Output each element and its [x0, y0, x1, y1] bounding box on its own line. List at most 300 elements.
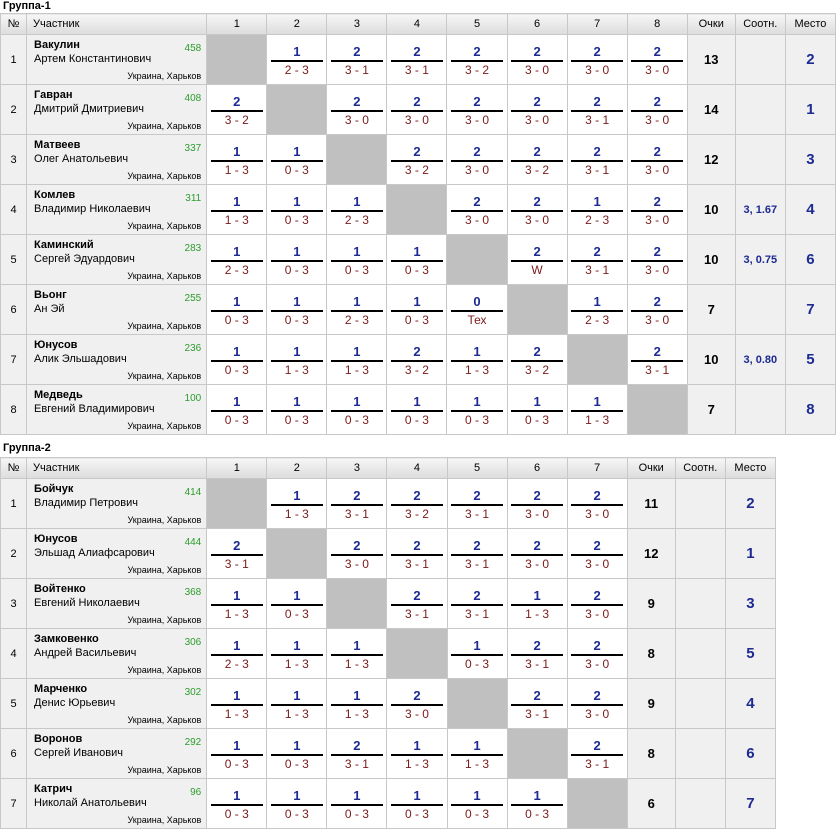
- match-score: 0 - 3: [284, 412, 309, 427]
- player-full-name: Николай Анатольевич: [34, 797, 147, 809]
- match-points: 1: [271, 141, 323, 162]
- match-cell: [567, 729, 627, 779]
- match-cell: [507, 629, 567, 679]
- table-row: [1, 729, 776, 779]
- match-result: [331, 635, 383, 673]
- self-cell: [567, 779, 627, 829]
- match-result: [451, 785, 503, 823]
- self-cell: [567, 335, 627, 385]
- match-result: [211, 241, 263, 279]
- header-opponent-col: 1: [207, 14, 267, 35]
- header-ratio: Соотн.: [675, 458, 725, 479]
- final-place: 6: [785, 235, 835, 285]
- match-result: [571, 585, 623, 623]
- player-name-link[interactable]: Воронов: [34, 733, 83, 745]
- match-cell: [267, 135, 327, 185]
- self-cell: [207, 35, 267, 85]
- match-points: 1: [211, 735, 263, 756]
- player-rating: 306: [184, 637, 202, 648]
- match-result: [331, 91, 383, 129]
- match-cell: [207, 385, 267, 435]
- player-rating: 302: [184, 687, 202, 698]
- match-cell: [207, 579, 267, 629]
- match-score: 3 - 1: [525, 706, 550, 721]
- player-name-link[interactable]: Матвеев: [34, 139, 81, 151]
- match-cell: [447, 385, 507, 435]
- table-row: [1, 85, 836, 135]
- player-location: Украина, Харьков: [127, 765, 202, 775]
- match-points: 2: [631, 291, 683, 312]
- match-cell: [387, 479, 447, 529]
- match-points: 1: [571, 291, 623, 312]
- match-cell: [507, 85, 567, 135]
- player-location: Украина, Харьков: [127, 421, 202, 431]
- match-cell: [387, 235, 447, 285]
- player-rating: 414: [184, 487, 202, 498]
- match-score: 2 - 3: [344, 312, 369, 327]
- player-full-name: Эльшад Алиафсарович: [34, 547, 155, 559]
- match-points: 1: [511, 785, 563, 806]
- table-row: [1, 629, 776, 679]
- final-place: 2: [785, 35, 835, 85]
- match-score: 3 - 0: [404, 112, 429, 127]
- match-cell: [447, 135, 507, 185]
- match-score: 3 - 0: [585, 506, 610, 521]
- match-score: 0 - 3: [224, 756, 249, 771]
- player-rating: 236: [184, 343, 202, 354]
- match-result: [271, 291, 323, 329]
- match-score: 1 - 3: [585, 412, 610, 427]
- match-result: [271, 41, 323, 79]
- match-cell: [447, 85, 507, 135]
- row-number: 1: [1, 479, 27, 529]
- match-result: [391, 291, 443, 329]
- match-result: [271, 341, 323, 379]
- match-result: [211, 141, 263, 179]
- match-result: [571, 635, 623, 673]
- player-rating: 368: [184, 587, 202, 598]
- match-cell: [207, 85, 267, 135]
- match-score: 3 - 1: [344, 756, 369, 771]
- match-result: [511, 685, 563, 723]
- match-result: [331, 535, 383, 573]
- player-location: Украина, Харьков: [127, 615, 202, 625]
- match-score: 0 - 3: [404, 806, 429, 821]
- match-result: [451, 635, 503, 673]
- match-points: 2: [631, 91, 683, 112]
- match-points: 1: [271, 635, 323, 656]
- match-cell: [387, 35, 447, 85]
- total-points: 10: [687, 185, 735, 235]
- match-points: 2: [391, 485, 443, 506]
- match-result: [271, 241, 323, 279]
- match-points: 2: [391, 535, 443, 556]
- final-place: 3: [725, 579, 775, 629]
- match-points: 1: [211, 341, 263, 362]
- match-cell: [267, 185, 327, 235]
- match-result: [631, 141, 683, 179]
- match-cell: [387, 85, 447, 135]
- tie-ratio: [735, 135, 785, 185]
- match-cell: [267, 35, 327, 85]
- match-points: 1: [391, 735, 443, 756]
- match-points: 2: [511, 191, 563, 212]
- player-name-link[interactable]: Юнусов: [34, 339, 78, 351]
- match-score: 3 - 0: [645, 262, 670, 277]
- match-result: [391, 735, 443, 773]
- player-name-link[interactable]: Гавран: [34, 89, 73, 101]
- table-row: [1, 185, 836, 235]
- match-cell: [327, 529, 387, 579]
- match-result: [331, 41, 383, 79]
- match-points: 2: [511, 141, 563, 162]
- match-score: 3 - 0: [585, 606, 610, 621]
- match-cell: [207, 335, 267, 385]
- match-cell: [267, 385, 327, 435]
- match-score: 0 - 3: [284, 262, 309, 277]
- match-points: 1: [271, 41, 323, 62]
- group-title: Группа-1: [3, 0, 51, 12]
- match-score: 0 - 3: [284, 806, 309, 821]
- player-name-link[interactable]: Вьонг: [34, 289, 67, 301]
- match-result: [211, 735, 263, 773]
- final-place: 1: [725, 529, 775, 579]
- match-cell: [507, 235, 567, 285]
- match-cell: [507, 529, 567, 579]
- self-cell: [207, 479, 267, 529]
- tie-ratio: [735, 385, 785, 435]
- match-points: 2: [631, 41, 683, 62]
- player-full-name: Дмитрий Дмитриевич: [34, 103, 144, 115]
- final-place: 8: [785, 385, 835, 435]
- match-result: [511, 341, 563, 379]
- match-points: 1: [571, 191, 623, 212]
- player-full-name: Владимир Петрович: [34, 497, 138, 509]
- player-name-link[interactable]: Комлев: [34, 189, 76, 201]
- match-cell: [567, 629, 627, 679]
- match-result: [271, 191, 323, 229]
- match-points: 2: [571, 141, 623, 162]
- row-number: 7: [1, 779, 27, 829]
- match-points: 1: [331, 785, 383, 806]
- match-cell: [627, 85, 687, 135]
- match-score: 3 - 0: [645, 212, 670, 227]
- match-score: 1 - 3: [284, 506, 309, 521]
- match-points: 2: [211, 535, 263, 556]
- match-points: 2: [631, 241, 683, 262]
- match-cell: [387, 335, 447, 385]
- player-name-link[interactable]: Войтенко: [34, 583, 86, 595]
- table-row: [1, 285, 836, 335]
- match-result: [331, 341, 383, 379]
- match-cell: [327, 285, 387, 335]
- match-score: 3 - 1: [465, 556, 490, 571]
- match-score: 3 - 0: [585, 706, 610, 721]
- player-cell: [27, 679, 207, 729]
- player-name-link[interactable]: Замковенко: [34, 633, 99, 645]
- match-score: 3 - 2: [464, 62, 489, 77]
- tie-ratio: 3, 1.67: [735, 185, 785, 235]
- match-result: [571, 41, 623, 79]
- match-result: [511, 485, 563, 523]
- match-score: 1 - 3: [525, 606, 550, 621]
- row-number: 5: [1, 679, 27, 729]
- player-rating: 255: [184, 293, 202, 304]
- match-score: 3 - 0: [525, 556, 550, 571]
- player-name-link[interactable]: Медведь: [34, 389, 83, 401]
- match-result: [631, 291, 683, 329]
- match-cell: [387, 385, 447, 435]
- header-points: Очки: [627, 458, 675, 479]
- match-score: 1 - 3: [224, 606, 249, 621]
- match-result: [391, 535, 443, 573]
- match-result: [511, 91, 563, 129]
- header-ratio: Соотн.: [735, 14, 785, 35]
- player-name-link[interactable]: Бойчук: [34, 483, 74, 495]
- match-cell: [507, 385, 567, 435]
- match-cell: [267, 285, 327, 335]
- header-opponent-col: 6: [507, 458, 567, 479]
- player-name-link[interactable]: Марченко: [34, 683, 88, 695]
- final-place: 4: [785, 185, 835, 235]
- match-result: [391, 685, 443, 723]
- player-full-name: Владимир Николаевич: [34, 203, 151, 215]
- match-points: 1: [271, 391, 323, 412]
- match-result: [451, 41, 503, 79]
- match-score: 3 - 1: [645, 362, 670, 377]
- match-cell: [627, 185, 687, 235]
- match-result: [271, 141, 323, 179]
- total-points: 8: [627, 729, 675, 779]
- match-points: 1: [331, 191, 383, 212]
- match-result: [271, 585, 323, 623]
- total-points: 9: [627, 679, 675, 729]
- match-result: [571, 291, 623, 329]
- match-score: 2 - 3: [585, 312, 610, 327]
- match-cell: [567, 285, 627, 335]
- match-score: 0 - 3: [224, 412, 249, 427]
- match-score: 0 - 3: [284, 162, 309, 177]
- match-result: [391, 585, 443, 623]
- match-result: [511, 535, 563, 573]
- match-score: 0 - 3: [465, 806, 490, 821]
- player-name-link[interactable]: Юнусов: [34, 533, 78, 545]
- player-rating: 96: [190, 787, 202, 798]
- match-score: 3 - 2: [404, 162, 429, 177]
- match-result: [271, 785, 323, 823]
- match-cell: [267, 579, 327, 629]
- match-score: Тех: [467, 312, 487, 327]
- match-result: [211, 391, 263, 429]
- match-score: 3 - 1: [525, 656, 550, 671]
- match-score: 1 - 3: [224, 162, 249, 177]
- match-points: 1: [211, 291, 263, 312]
- match-cell: [207, 679, 267, 729]
- match-cell: [447, 629, 507, 679]
- match-result: [451, 585, 503, 623]
- match-result: [331, 735, 383, 773]
- header-opponent-col: 1: [207, 458, 267, 479]
- match-points: 2: [331, 535, 383, 556]
- self-cell: [267, 85, 327, 135]
- match-score: 0 - 3: [525, 412, 550, 427]
- match-score: 0 - 3: [284, 312, 309, 327]
- match-result: [211, 191, 263, 229]
- match-points: 1: [331, 241, 383, 262]
- player-cell: [27, 629, 207, 679]
- match-result: [631, 241, 683, 279]
- player-name-link[interactable]: Вакулин: [34, 39, 80, 51]
- match-score: 3 - 1: [344, 62, 369, 77]
- match-cell: [327, 729, 387, 779]
- match-cell: [627, 285, 687, 335]
- match-score: 1 - 3: [344, 656, 369, 671]
- match-points: 1: [391, 391, 443, 412]
- match-cell: [207, 135, 267, 185]
- match-result: [211, 535, 263, 573]
- match-cell: [567, 529, 627, 579]
- tie-ratio: 3, 0.75: [735, 235, 785, 285]
- match-points: 2: [451, 141, 503, 162]
- match-score: 3 - 0: [645, 62, 670, 77]
- player-rating: 292: [184, 737, 202, 748]
- match-score: 1 - 3: [344, 362, 369, 377]
- header-participant: Участник: [27, 14, 207, 35]
- match-result: [451, 191, 503, 229]
- match-result: [451, 735, 503, 773]
- header-participant: Участник: [27, 458, 207, 479]
- match-cell: [387, 679, 447, 729]
- match-score: 0 - 3: [464, 412, 489, 427]
- match-points: 1: [211, 241, 263, 262]
- match-score: 3 - 1: [585, 112, 610, 127]
- match-result: [571, 535, 623, 573]
- match-cell: [627, 135, 687, 185]
- match-score: 0 - 3: [224, 806, 249, 821]
- row-number: 1: [1, 35, 27, 85]
- match-score: 0 - 3: [224, 362, 249, 377]
- match-cell: [447, 479, 507, 529]
- header-opponent-col: 3: [327, 14, 387, 35]
- player-rating: 283: [184, 243, 202, 254]
- player-cell: [27, 385, 207, 435]
- player-location: Украина, Харьков: [127, 171, 202, 181]
- match-score: 3 - 1: [585, 162, 610, 177]
- match-cell: [507, 135, 567, 185]
- match-result: [571, 391, 623, 429]
- match-score: 0 - 3: [284, 756, 309, 771]
- table-row: [1, 679, 776, 729]
- player-cell: [27, 135, 207, 185]
- match-cell: [567, 185, 627, 235]
- match-points: 2: [571, 485, 623, 506]
- match-cell: [327, 35, 387, 85]
- row-number: 3: [1, 135, 27, 185]
- match-points: 1: [211, 141, 263, 162]
- self-cell: [327, 135, 387, 185]
- match-points: 2: [451, 41, 503, 62]
- match-points: 2: [571, 585, 623, 606]
- match-points: 0: [451, 291, 503, 312]
- match-cell: [507, 779, 567, 829]
- match-result: [511, 141, 563, 179]
- match-result: [571, 485, 623, 523]
- match-points: 1: [211, 585, 263, 606]
- row-number: 5: [1, 235, 27, 285]
- header-opponent-col: 7: [567, 14, 627, 35]
- match-score: 2 - 3: [224, 656, 249, 671]
- match-cell: [327, 385, 387, 435]
- match-points: 1: [451, 341, 503, 362]
- match-result: [331, 241, 383, 279]
- table-row: [1, 385, 836, 435]
- match-score: 1 - 3: [224, 706, 249, 721]
- match-cell: [507, 479, 567, 529]
- header-opponent-col: 7: [567, 458, 627, 479]
- match-result: [211, 91, 263, 129]
- total-points: 11: [627, 479, 675, 529]
- final-place: 6: [725, 729, 775, 779]
- match-result: [511, 191, 563, 229]
- match-score: 1 - 3: [404, 756, 429, 771]
- player-rating: 408: [184, 93, 202, 104]
- player-full-name: Евгений Николаевич: [34, 597, 140, 609]
- row-number: 6: [1, 729, 27, 779]
- player-location: Украина, Харьков: [127, 515, 202, 525]
- match-cell: [507, 335, 567, 385]
- match-points: 2: [451, 191, 503, 212]
- player-location: Украина, Харьков: [127, 221, 202, 231]
- tie-ratio: [675, 579, 725, 629]
- row-number: 3: [1, 579, 27, 629]
- match-cell: [327, 85, 387, 135]
- header-opponent-col: 4: [387, 458, 447, 479]
- match-points: 2: [331, 91, 383, 112]
- match-score: 1 - 3: [224, 212, 249, 227]
- player-location: Украина, Харьков: [127, 815, 202, 825]
- match-result: [391, 141, 443, 179]
- match-points: 2: [571, 735, 623, 756]
- total-points: 7: [687, 385, 735, 435]
- row-number: 2: [1, 85, 27, 135]
- group-table: [0, 457, 776, 829]
- match-result: [571, 735, 623, 773]
- player-name-link[interactable]: Каминский: [34, 239, 94, 251]
- match-points: 1: [391, 785, 443, 806]
- match-result: [451, 535, 503, 573]
- match-score: 0 - 3: [404, 262, 429, 277]
- player-name-link[interactable]: Катрич: [34, 783, 73, 795]
- match-cell: [327, 779, 387, 829]
- player-cell: [27, 235, 207, 285]
- match-result: [271, 735, 323, 773]
- table-row: [1, 479, 776, 529]
- tie-ratio: [675, 729, 725, 779]
- match-result: [571, 685, 623, 723]
- match-score: 0 - 3: [525, 806, 550, 821]
- match-score: 1 - 3: [465, 756, 490, 771]
- player-location: Украина, Харьков: [127, 321, 202, 331]
- match-result: [211, 585, 263, 623]
- match-result: [211, 785, 263, 823]
- tie-ratio: [675, 629, 725, 679]
- match-result: [391, 41, 443, 79]
- self-cell: [327, 579, 387, 629]
- match-points: 1: [271, 341, 323, 362]
- match-points: 2: [571, 535, 623, 556]
- match-cell: [387, 579, 447, 629]
- player-full-name: Ан Эй: [34, 303, 65, 315]
